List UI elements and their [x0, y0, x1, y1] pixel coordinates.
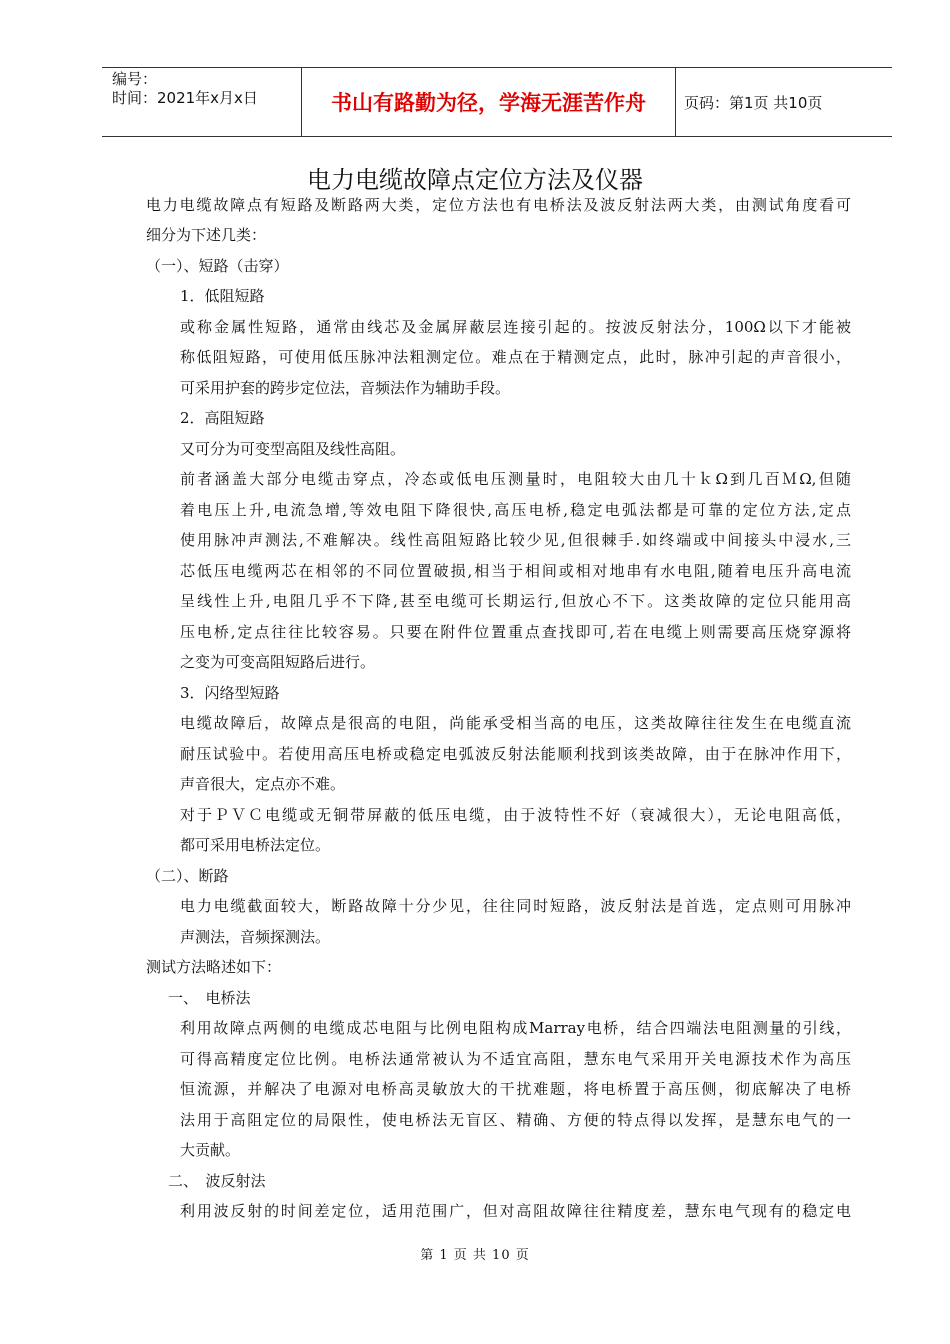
- motto-text: 书山有路勤为径，学海无涯苦作舟: [331, 91, 646, 115]
- text-line: 利用波反射的时间差定位，适用范围广，但对高阻故障往往精度差，慧东电气现有的稳定电: [180, 1202, 851, 1220]
- text-line: 电缆故障后，故障点是很高的电阻，尚能承受相当高的电压，这类故障往往发生在电缆直流: [180, 714, 851, 732]
- text-line: 声音很大，定点亦不难。: [180, 775, 346, 793]
- text-line: 法用于高阻定位的局限性，使电桥法无盲区、精确、方便的特点得以发挥，是慧东电气的一: [180, 1111, 851, 1129]
- document-header: [102, 67, 892, 137]
- text-line: 大贡献。: [180, 1141, 241, 1159]
- text-line: 1．低阻短路: [180, 287, 265, 305]
- text-line: 3．闪络型短路: [180, 684, 280, 702]
- text-line: 恒流源，并解决了电源对电桥高灵敏放大的干扰难题，将电桥置于高压侧，彻底解决了电桥: [180, 1080, 851, 1098]
- text-line: 电力电缆故障点有短路及断路两大类，定位方法也有电桥法及波反射法两大类，由测试角度看可: [146, 196, 851, 214]
- document-title: 电力电缆故障点定位方法及仪器: [307, 166, 643, 194]
- text-line: 利用故障点两侧的电缆成芯电阻与比例电阻构成Marray电桥，结合四端法电阻测量的引线，: [180, 1019, 851, 1037]
- text-line: 芯低压电缆两芯在相邻的不同位置破损,相当于相间或相对地串有水电阻,随着电压升高电流: [180, 562, 851, 580]
- text-line: 2．高阻短路: [180, 409, 265, 427]
- text-line: 一、 电桥法: [168, 989, 251, 1007]
- text-line: 前者涵盖大部分电缆击穿点，冷态或低电压测量时，电阻较大由几十ｋΩ到几百ＭΩ,但随: [180, 470, 851, 488]
- page-code: 页码：第1页 共10页: [684, 93, 823, 112]
- text-line: （二）、断路: [146, 867, 229, 885]
- text-line: 着电压上升,电流急增,等效电阻下降很快,高压电桥,稳定电弧法都是可靠的定位方法,定点: [180, 501, 851, 519]
- text-line: 又可分为可变型高阻及线性高阻。: [180, 440, 406, 458]
- time-label: 时间：2021年x月x日: [112, 89, 258, 107]
- text-line: 耐压试验中。若使用高压电桥或稳定电弧波反射法能顺利找到该类故障，由于在脉冲作用下，: [180, 745, 851, 763]
- number-label: 编号：: [112, 70, 158, 88]
- text-line: 都可采用电桥法定位。: [180, 836, 331, 854]
- header-meta-cell: [102, 68, 302, 136]
- text-line: 可得高精度定位比例。电桥法通常被认为不适宜高阻，慧东电气采用开关电源技术作为高压: [180, 1050, 851, 1068]
- text-line: 或称金属性短路，通常由线芯及金属屏蔽层连接引起的。按波反射法分，100Ω以下才能被: [180, 318, 851, 336]
- text-line: 称低阻短路，可使用低压脉冲法粗测定位。难点在于精测定点，此时，脉冲引起的声音很小，: [180, 348, 851, 366]
- page-footer: 第 1 页 共 10 页: [420, 1248, 530, 1263]
- text-line: 压电桥,定点往往比较容易。只要在附件位置重点查找即可,若在电缆上则需要高压烧穿源将: [180, 623, 851, 641]
- text-line: 声测法，音频探测法。: [180, 928, 331, 946]
- text-line: 呈线性上升,电阻几乎不下降,甚至电缆可长期运行,但放心不下。这类故障的定位只能用高: [180, 592, 851, 610]
- text-line: 对于ＰＶＣ电缆或无铜带屏蔽的低压电缆，由于波特性不好（衰减很大），无论电阻高低，: [180, 806, 851, 824]
- text-line: 二、 波反射法: [168, 1172, 266, 1190]
- text-line: 测试方法略述如下：: [146, 958, 282, 976]
- text-line: 之变为可变高阻短路后进行。: [180, 653, 376, 671]
- text-line: 细分为下述几类：: [146, 226, 267, 244]
- text-line: 可采用护套的跨步定位法，音频法作为辅助手段。: [180, 379, 511, 397]
- text-line: 使用脉冲声测法,不难解决。线性高阻短路比较少见,但很棘手.如终端或中间接头中浸水,三: [180, 531, 851, 549]
- header-motto-cell: [302, 68, 676, 136]
- text-line: 电力电缆截面较大，断路故障十分少见，往往同时短路，波反射法是首选，定点则可用脉冲: [180, 897, 851, 915]
- header-page-cell: [676, 68, 892, 136]
- text-line: （一）、短路（击穿）: [146, 257, 289, 275]
